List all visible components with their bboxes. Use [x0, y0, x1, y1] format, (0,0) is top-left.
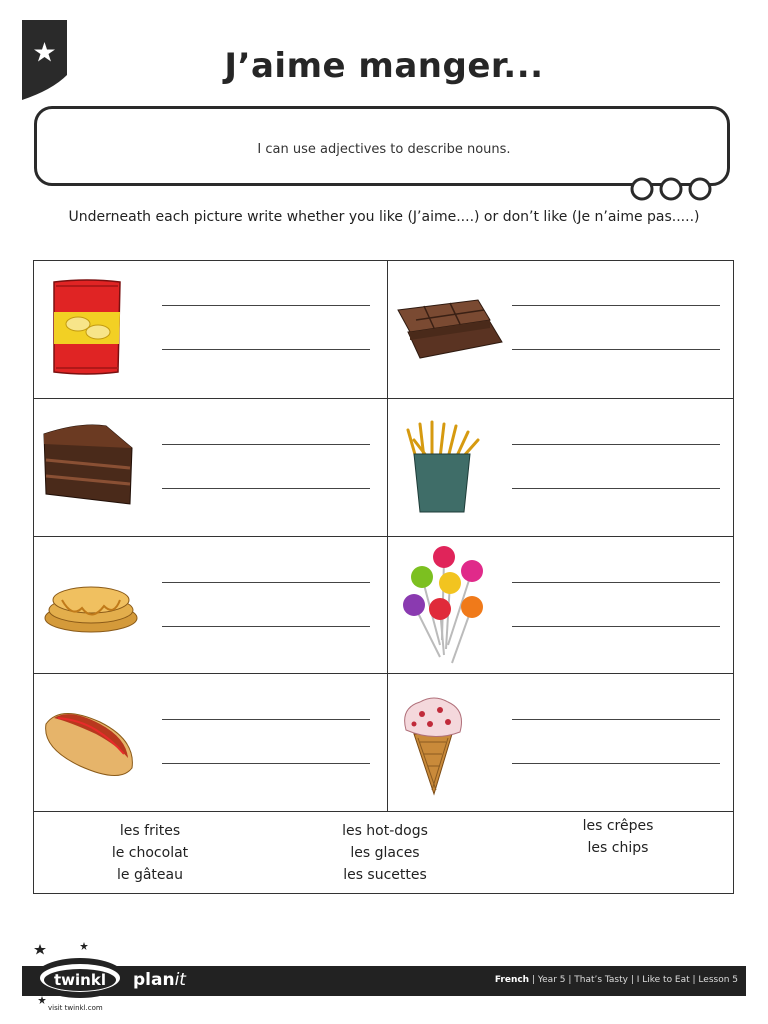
instructions: Underneath each picture write whether you like (J’aime....) or don’t like (Je n’aime pas.....) — [68, 209, 700, 225]
lollipops-icon — [400, 545, 490, 667]
answer-line[interactable] — [512, 305, 720, 306]
answer-line[interactable] — [512, 349, 720, 350]
chocolate-bar-icon — [394, 292, 506, 364]
planit-logo — [133, 970, 186, 990]
hot-dog-icon — [40, 704, 140, 784]
word-item: les frites — [119, 823, 181, 839]
answer-line[interactable] — [162, 626, 370, 627]
word-item: les chips — [587, 840, 649, 856]
answer-line[interactable] — [162, 444, 370, 445]
twinkl-logo-icon — [28, 940, 133, 1010]
brand-text: twinkl — [54, 971, 106, 989]
word-item: les hot-dogs — [342, 823, 428, 839]
answer-line[interactable] — [162, 305, 370, 306]
progress-dots-icon — [628, 176, 714, 202]
ice-cream-cone-icon — [400, 694, 466, 796]
footer-subject: French — [494, 975, 530, 985]
word-bank-column — [556, 815, 680, 859]
grid-divider — [33, 398, 734, 399]
chocolate-cake-icon — [40, 422, 135, 506]
visit-link[interactable]: visit twinkl.com — [48, 1004, 103, 1012]
page-title: J’aime manger... — [224, 46, 544, 86]
answer-line[interactable] — [162, 349, 370, 350]
answer-line[interactable] — [162, 582, 370, 583]
word-bank-column — [90, 820, 210, 886]
answer-line[interactable] — [512, 488, 720, 489]
footer-info — [495, 975, 738, 985]
answer-line[interactable] — [512, 719, 720, 720]
word-bank-column — [320, 820, 450, 886]
footer-details: | Year 5 | That’s Tasty | I Like to Eat | Lesson 5 — [529, 975, 738, 985]
answer-line[interactable] — [162, 719, 370, 720]
planit-suffix: it — [174, 970, 186, 990]
planit-prefix: plan — [133, 970, 175, 990]
grid-divider — [33, 536, 734, 537]
grid-divider — [33, 673, 734, 674]
word-item: les glaces — [350, 845, 420, 861]
answer-line[interactable] — [162, 763, 370, 764]
answer-line[interactable] — [162, 488, 370, 489]
french-fries-icon — [402, 418, 482, 514]
answer-line[interactable] — [512, 582, 720, 583]
word-item: le chocolat — [111, 845, 189, 861]
crisps-bag-icon — [48, 278, 126, 376]
answer-line[interactable] — [512, 626, 720, 627]
pancakes-icon — [42, 578, 140, 636]
word-item: le gâteau — [117, 867, 183, 883]
answer-line[interactable] — [512, 763, 720, 764]
learning-objective: I can use adjectives to describe nouns. — [257, 142, 511, 157]
word-item: les crêpes — [582, 818, 654, 834]
answer-line[interactable] — [512, 444, 720, 445]
word-item: les sucettes — [343, 867, 427, 883]
